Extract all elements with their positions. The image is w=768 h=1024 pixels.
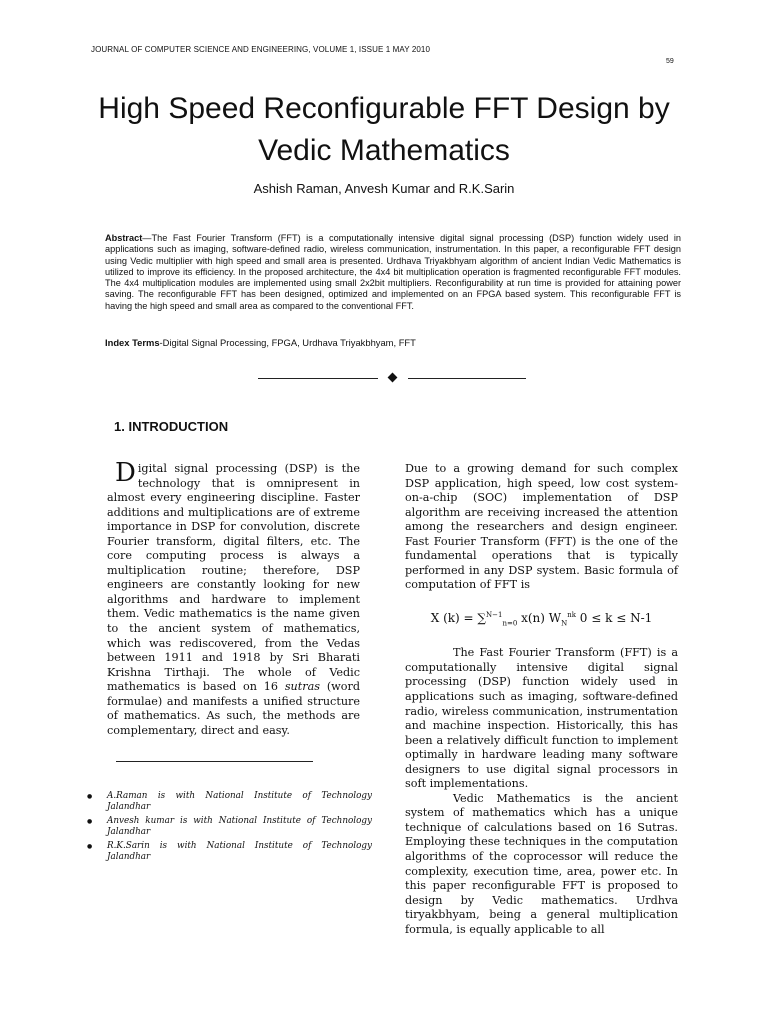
journal-header: JOURNAL OF COMPUTER SCIENCE AND ENGINEERING, VOLUME 1, ISSUE 1 MAY 2010 xyxy=(91,45,431,54)
drop-cap: D xyxy=(115,458,136,488)
formula-lhs: X (k) = xyxy=(430,610,478,625)
right-column xyxy=(405,462,678,937)
section-separator xyxy=(258,374,526,384)
intro-paragraph xyxy=(107,458,360,738)
formula-term: x(n) W xyxy=(517,610,562,625)
formula-lower: n=0 xyxy=(502,619,518,628)
right-paragraph-1: Due to a growing demand for such complex DSP application, high speed, low cost system-on-a-chip (SOC) implementation of DSP algorithm are receiving increased the attention among the researchers and design engineer. Fast Fourier Transform (FFT) is the one of the fundamental operations that is typically performed in any DSP system. Basic formula of computation of FFT is xyxy=(405,462,678,592)
separator-line-left xyxy=(258,378,378,379)
footnote-item: ● A.Raman is with National Institute of Technology Jalandhar xyxy=(87,791,372,813)
sutras-term: sutras xyxy=(284,680,321,694)
paper-title xyxy=(40,88,728,172)
footnotes xyxy=(87,791,372,866)
footnote-item: ● R.K.Sarin is with National Institute of Technology Jalandhar xyxy=(87,841,372,863)
formula-upper: N−1 xyxy=(486,610,503,619)
formula-range: 0 ≤ k ≤ N-1 xyxy=(575,610,653,625)
diamond-icon xyxy=(388,373,398,383)
intro-text: igital signal processing (DSP) is the technology that is omnipresent in almost every engineering discipline. Faster additions and multiplications are of extreme importance in DSP for convolution, discrete Fourier transform, digital filters, etc. The core computing process is always a multiplication routine; therefore, DSP engineers are constantly looking for new algorithms and hardware to implement them. Vedic mathematics is the name given to the ancient system of mathematics, which was rediscovered, from the Vedas between 1911 and 1918 by Sri Bharati Krishna Tirthaji. The whole of Vedic mathematics is based on 16 xyxy=(107,462,360,694)
formula-sum: ∑ xyxy=(477,610,486,625)
fft-formula xyxy=(405,607,678,631)
title-line-2: Vedic Mathematics xyxy=(258,134,510,167)
index-terms-text: -Digital Signal Processing, FPGA, Urdhava Triyakbhyam, FFT xyxy=(159,337,416,348)
page-number: 59 xyxy=(666,58,674,65)
abstract-label: Abstract xyxy=(105,233,143,243)
title-line-1: High Speed Reconfigurable FFT Design by xyxy=(98,92,670,125)
section-heading: 1. INTRODUCTION xyxy=(114,419,229,434)
footnote-rule xyxy=(116,761,313,762)
formula-w-sup: nk xyxy=(567,610,576,619)
formula-w-sub: N xyxy=(561,619,568,628)
right-paragraph-3: Vedic Mathematics is the ancient system of mathematics which has a unique technique of calculations based on 16 Sutras. Employing these techniques in the computation algorithms of the coprocessor will reduce the complexity, execution time, area, power etc. In this paper reconfigurable FFT is proposed to design by Vedic mathematics. Urdhva tiryakbhyam, being a general multiplication formula, is equally applicable to all xyxy=(405,791,678,936)
left-column xyxy=(107,458,360,738)
intro-text-end: (word formulae) and manifests a unified structure of mathematics. As such, the methods are complementary, direct and easy. xyxy=(107,680,360,737)
abstract-text: —The Fast Fourier Transform (FFT) is a computationally intensive digital signal processing (DSP) function widely used in applications such as imaging, software-defined radio, wireless communication, instrumentation. In this paper, a reconfigurable FFT design using Vedic multiplier with high speed and small area is presented. Urdhava Triyakbhyam algorithm of ancient Indian Vedic Mathematics is utilized to improve its efficiency. In the proposed architecture, the 4x4 bit multiplication operation is fragmented reconfigurable FFT modules. The 4x4 multiplication modules are implemented using small 2x2bit multipliers. Reconfigurability at run time is provided for attaining power saving. The reconfigurable FFT has been designed, optimized and implemented on an FPGA based system. This reconfigurable FFT is having the high speed and small area as compared to the conventional FFT. xyxy=(105,233,681,311)
index-terms xyxy=(105,337,681,348)
authors: Ashish Raman, Anvesh Kumar and R.K.Sarin xyxy=(253,181,515,196)
abstract xyxy=(105,233,681,312)
right-paragraph-2: The Fast Fourier Transform (FFT) is a computationally intensive digital signal processing (DSP) function widely used in applications such as imaging, software-defined radio, wireless communication, instrumentation and machine inspection. Historically, this has been a relatively difficult function to implement optimally in hardware leading many software designers to use digital signal processors in soft implementations. xyxy=(405,646,678,791)
index-terms-label: Index Terms xyxy=(105,337,160,348)
separator-line-right xyxy=(408,378,526,379)
footnote-item: ● Anvesh kumar is with National Institute of Technology Jalandhar xyxy=(87,816,372,838)
